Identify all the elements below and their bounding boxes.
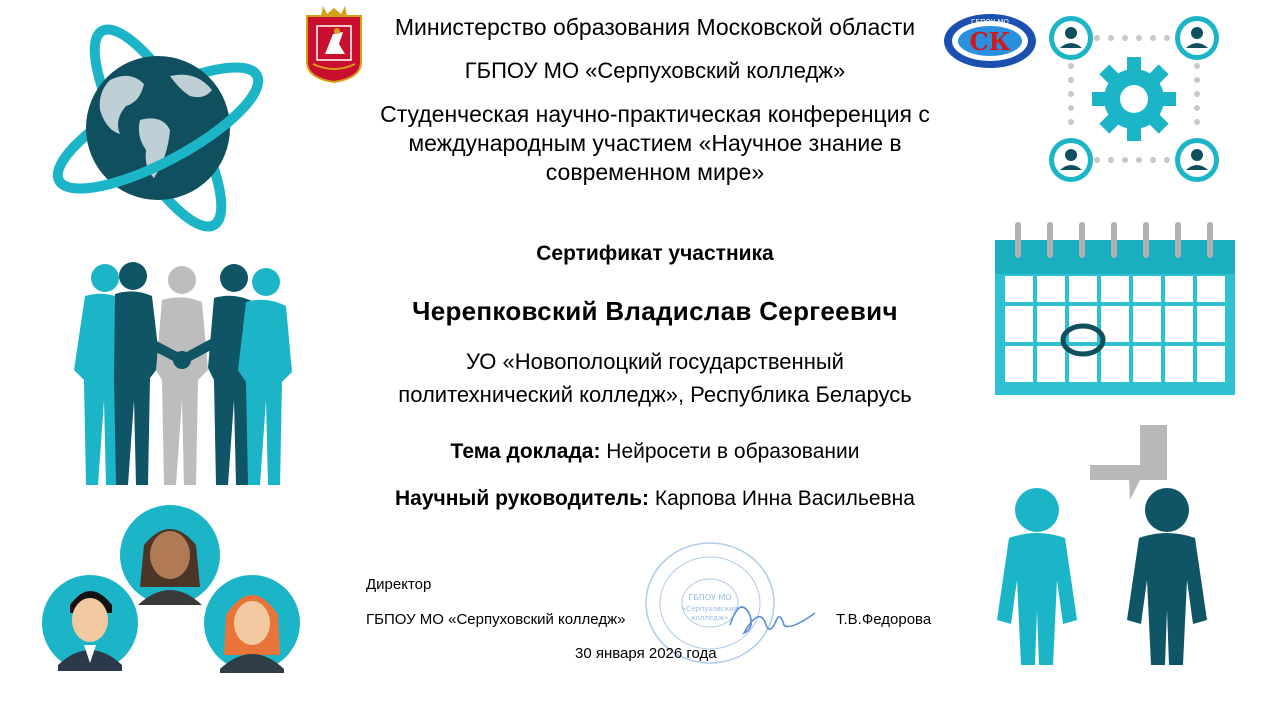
moscow-region-coat-of-arms — [303, 4, 365, 82]
svg-text:колледж»: колледж» — [691, 614, 729, 622]
ministry-name: Министерство образования Московской области — [394, 14, 916, 40]
report-topic — [340, 440, 970, 464]
college-logo-caption: ГБПОУ МО — [971, 18, 1009, 26]
calendar-icon — [993, 220, 1243, 395]
svg-text:ГБПОУ МО: ГБПОУ МО — [688, 593, 732, 602]
signatory-name: Т.В.Федорова — [836, 611, 932, 628]
organization-line: политехнический колледж», Республика Беларусь — [398, 382, 912, 407]
college-logo-letters: СК — [969, 27, 1011, 56]
college-logo — [942, 12, 1038, 70]
issue-date: 30 января 2026 года — [575, 645, 717, 662]
report-topic-value: Нейросети в образовании — [606, 440, 860, 463]
participant-name: Черепковский Владислав Сергеевич — [412, 296, 898, 326]
report-topic-label: Тема доклада: — [450, 440, 601, 463]
conversation-people-icon — [995, 420, 1245, 670]
supervisor-label: Научный руководитель: — [395, 487, 650, 510]
svg-text:«Серпуховский: «Серпуховский — [681, 605, 739, 613]
conference-line: международным участием «Научное знание в — [408, 130, 902, 156]
signatory-role: Директор — [366, 576, 432, 593]
globe-orbits-icon — [40, 10, 280, 240]
director-signature — [720, 585, 820, 645]
conference-line: современном мире» — [545, 159, 765, 185]
organization-line: УО «Новополоцкий государственный — [466, 349, 844, 374]
signatory-organization: ГБПОУ МО «Серпуховский колледж» — [366, 611, 626, 628]
certificate-title: Сертификат участника — [536, 242, 774, 265]
conference-title — [340, 100, 970, 187]
team-people-icon — [70, 260, 300, 490]
conference-line: Студенческая научно-практическая конференция с — [380, 101, 930, 127]
avatars-group-icon — [40, 505, 300, 675]
supervisor-value: Карпова Инна Васильевна — [654, 487, 915, 510]
college-name: ГБПОУ МО «Серпуховский колледж» — [464, 58, 846, 83]
network-gear-icon — [1045, 10, 1225, 190]
participant-organization — [340, 345, 970, 411]
supervisor — [320, 487, 990, 511]
